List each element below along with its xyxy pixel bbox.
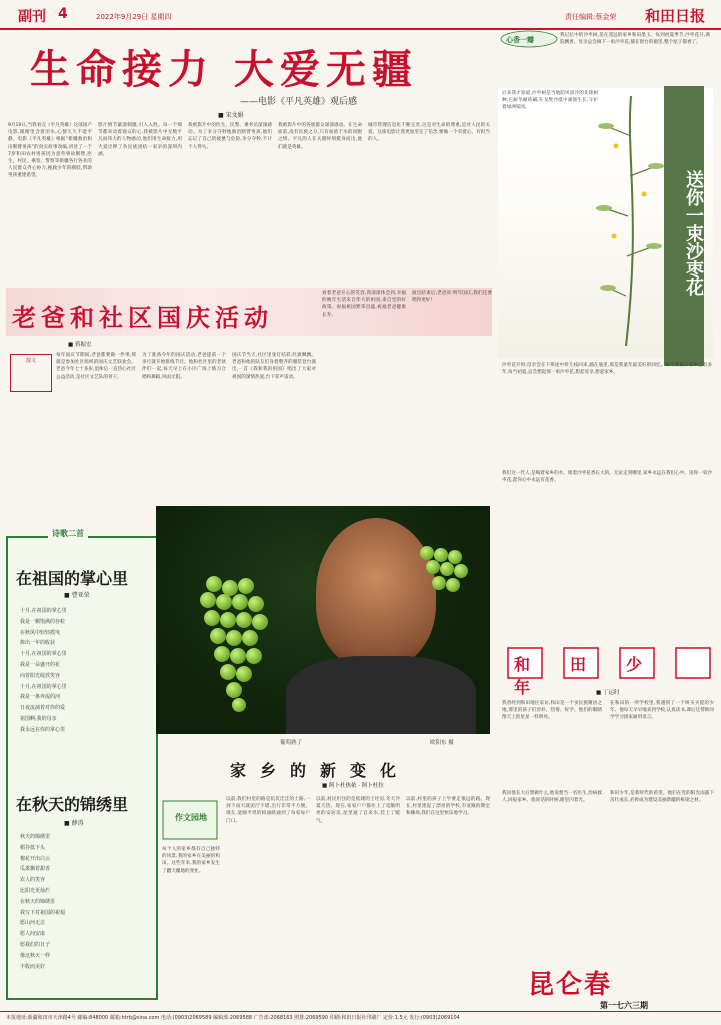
grape-photo [156, 506, 490, 734]
poem-line: 愿山河无恙 [20, 920, 46, 927]
poetry-section-label: 诗歌二首 [48, 528, 88, 539]
issue-number: 第一七六三期 [600, 1001, 648, 1010]
issue-date: 2022年9月29日 星期四 [96, 13, 172, 21]
shazao-flower-illustration [596, 96, 666, 346]
lead-subtitle: ——电影《平凡英雄》观后感 [240, 97, 358, 107]
poem-line: 我是一朵盛开的花 [20, 661, 61, 668]
jiaxiang-column-4: 以前,村里的孩子上学要走很远的路。现在,村里建起了漂亮的学校,有宽敞的教室和操场,我们在这里快乐地学习。 [406, 797, 490, 817]
poem-line: 十月,在祖国的掌心里 [20, 651, 67, 658]
heshao-column-4: 和田少年,是新时代的希望。他们在党的阳光雨露下茁壮成长,必将成为建设美丽新疆的栋梁之材。 [610, 791, 714, 804]
poem-line: 愿我们的日子 [20, 941, 51, 948]
footer-info: 本报地址:新疆和田市天津路4号 邮编:848000 邮箱:htrb@sina.com 电话:(0903)2069589 编辑部:2069588 广告部:2068163 照排:2069590 印刷:和田日报社印刷厂 定价:1.5元 发行:(0903)2069104 [6, 1015, 460, 1021]
poem-line: 我是一颗饱满的谷粒 [20, 618, 66, 625]
poem-line: 稻谷低下头 [20, 844, 46, 851]
guoqing-column-3: 国庆节当天,社区里张灯结彩,红旗飘飘。老爸和他的队友们身着整齐的服装登台演出,一首《我和我的祖国》唱出了大家对祖国的深情热爱,台下掌声雷动。 [232, 353, 316, 380]
sidebar-intro: 我记忆中的沙枣树,是在遥远的家乡和田墨玉。每到初夏季节,沙枣花开,满院飘香。母亲总会摘下一束沙枣花,插在窗台的瓶里,整个屋子都香了。 [560, 33, 710, 46]
jiaxiang-author: ■ 阿卜杜热依 · 阿卜杜拉 [322, 783, 384, 789]
poem-line: 农人的笑容 [20, 877, 46, 884]
grape-bunch-left [196, 576, 286, 726]
poem1-author: ■ 曹亚荣 [64, 592, 90, 599]
lead-author: ■ 宋文娟 [218, 112, 244, 119]
heshao-column-1: 我曾经到和田地区采访,和田是一个多民族聚居之地,那里的孩子们淳朴、热情、好学。他们的眼睛像天上的星星一样明亮。 [502, 701, 602, 721]
poem-line: 愿人间安康 [20, 931, 46, 938]
poem-line: 比阳光更灿烂 [20, 887, 51, 894]
sidebar-column-2: 沙枣花开时,母亲会在下班途中折几枝回来,插在瓶里,那是我童年最美好的回忆。如今我离开家乡已有多年,每当初夏,总会想起那一束沙枣花,想起母亲,想起家乡。 [502, 363, 712, 376]
guoqing-title: 老爸和社区国庆活动 [12, 303, 273, 332]
lead-column-4: 我被影片中的各族群众深深感动。在生命面前,没有民族之分,只有血浓于水的同胞之情。平凡的人在关键时刻挺身而出,他们就是英雄。 [278, 123, 362, 150]
poem2-author: ■ 薛涛 [64, 820, 84, 827]
poem-line: 我是一条奔流的河 [20, 694, 61, 701]
poem-line: 十月,在祖国的掌心里 [20, 683, 67, 690]
heshao-author: ■ 丁运时 [596, 690, 620, 696]
lead-column-3: 我被影片中的医生、民警、乘务员深深感动。为了争分夺秒地救治断臂男孩,他们忘记了自己的疲惫与危险,争分夺秒,不计个人得失。 [188, 123, 272, 150]
poem-line: 十月,在祖国的掌心里 [20, 608, 67, 614]
essay-tag: 散文 [10, 354, 52, 392]
guoqing-column-1: 每年国庆节期间,老爸都要做一件事,那就是参加社区组织的国庆文艺联欢会。老爸今年七十多岁,退休后一直热心社区公益活动,是社区文艺队的骨干。 [56, 353, 136, 380]
poem-line: 在秋风中轻轻摇曳 [20, 629, 61, 636]
grape-bunch-right [416, 546, 486, 636]
poem-line: 瓜果飘着甜香 [20, 866, 51, 873]
guoqing-author: ■ 蒋振宏 [68, 342, 92, 348]
poem-line: 像这秋天一样 [20, 952, 51, 959]
editor-credit: 责任编辑:蔡金荣 [565, 13, 617, 21]
sidebar-column-3: 我们这一代人,是喝着家乡的水、闻着沙枣花香长大的。无论走到哪里,家乡永远在我们心中。送你一束沙枣花,愿你心中永远有花香。 [502, 471, 712, 484]
poem-line: 日夜流淌着对你的爱 [20, 705, 66, 712]
lead-column-5: 城市管理信息化不断完善,这是对生命的尊重,是对人民的关爱。这部电影让我更加坚定了信念,要做一个有爱心、有担当的人。 [368, 123, 490, 143]
jiaxiang-column-1: 每个人的家乡都有自己独特的风景,我的家乡在美丽的和田。这些年来,我的家乡发生了翻天覆地的变化。 [162, 847, 220, 874]
lead-column-2: 影片情节紧凑刺激,引人入胜。每一个细节都牵动着观众的心,我被影片中无数平凡而伟大的人物感动,他们用生命接力,用大爱诠释了各民族团结一家亲的深刻内涵。 [98, 123, 182, 157]
poem-line: 棉花开出白云 [20, 855, 51, 862]
supplement-masthead: 昆仑春 [528, 970, 613, 1000]
page-number: 4 [58, 6, 68, 22]
guoqing-column-4: 看着老爸开心的笑容,我深深体会到,幸福的晚年生活来自伟大的祖国,来自党的好政策。祝福祖国繁荣昌盛,祝福老爸健康长寿。 [322, 291, 406, 318]
poem1-title: 在祖国的掌心里 [16, 569, 129, 588]
photo-caption: 葡萄熟了 [280, 740, 303, 746]
farmer-shirt [286, 656, 476, 734]
lead-column-1: 9月19日,当我看完《平凡英雄》这部国产电影,眼睛里含着泪水,心情久久不能平静。电影《平凡英雄》根据“新疆救治和田断臂男孩”的真实故事改编,讲述了一个7岁和田农村男孩因为意外事故断臂,医生、村民、乘客、警察等新疆各行各业的人民群众齐心协力,挽救少年的断肢,帮助男孩重建希望。 [8, 123, 92, 179]
guoqing-column-2: 为了准备今年的国庆活动,老爸提前一个多月就开始排练节目。他和社区里的老伙伴们一起,每天早上在小区广场上练习合唱和舞蹈,风雨无阻。 [142, 353, 226, 380]
jiaxiang-title: 家乡的新变化 [230, 761, 411, 780]
heshao-column-3: 我问他长大后想做什么,他说想当一名医生,治病救人,回报家乡。他说话的时候,眼里闪着光。 [502, 791, 602, 804]
poem-line: 向着阳光绽放笑容 [20, 672, 61, 679]
poem-line: 秋天的锦绣里 [20, 834, 51, 840]
poem1-body [20, 606, 150, 736]
column-name: 心香一瓣 [506, 36, 534, 44]
poem-line: 我永远在你的掌心里 [20, 726, 66, 733]
heshao-title: 和田少年 [514, 655, 683, 697]
poem-line: 祖国啊,我的母亲 [20, 715, 57, 722]
poem-line: 丰收而美好 [20, 963, 46, 970]
lead-title: 生命接力 大爱无疆 [30, 46, 418, 93]
poem-line: 我写下对祖国的祝福 [20, 909, 66, 916]
paper-logo: 和田日报 [645, 7, 706, 25]
sidebar-vertical-title: 送你一束沙枣花 [683, 170, 704, 296]
poem2-title: 在秋天的锦绣里 [16, 795, 129, 814]
poem-line: 在秋天的锦绣里 [20, 898, 56, 905]
composition-garden-label: 作文园地 [175, 813, 207, 822]
jiaxiang-column-2: 以前,我们村里的路是坑坑洼洼的土路,一到下雨天就泥泞不堪,出行非常不方便。现在,宽阔平坦的柏油路通到了每家每户门口。 [226, 797, 310, 824]
poem-line: 捧出一年的收获 [20, 640, 56, 647]
jiaxiang-column-3: 以前,村民们住的是低矮的土坯房,冬天冷夏天热。现在,家家户户都住上了宽敞明亮的安居房,屋里通了自来水,装上了暖气。 [316, 797, 400, 824]
heshao-column-2: 在和田的一所学校里,我遇到了一个叫买买提的少年。他每天早早地来到学校,认真读书,课后还帮助同学学习国家通用语言。 [610, 701, 714, 721]
guoqing-column-5: 演出结束后,老爸说:明年国庆,我们还要唱得更好! [412, 291, 492, 304]
sidebar-column-1: 后来我才知道,沙枣树是当地防风固沙的先锋树种,它耐旱耐盐碱,在戈壁沙漠中顽强生长,守护着绿洲家园。 [502, 91, 598, 111]
photo-credit: 欧阳东 摄 [430, 740, 454, 746]
section-name: 副刊 [18, 9, 46, 25]
poem2-body [20, 832, 150, 972]
